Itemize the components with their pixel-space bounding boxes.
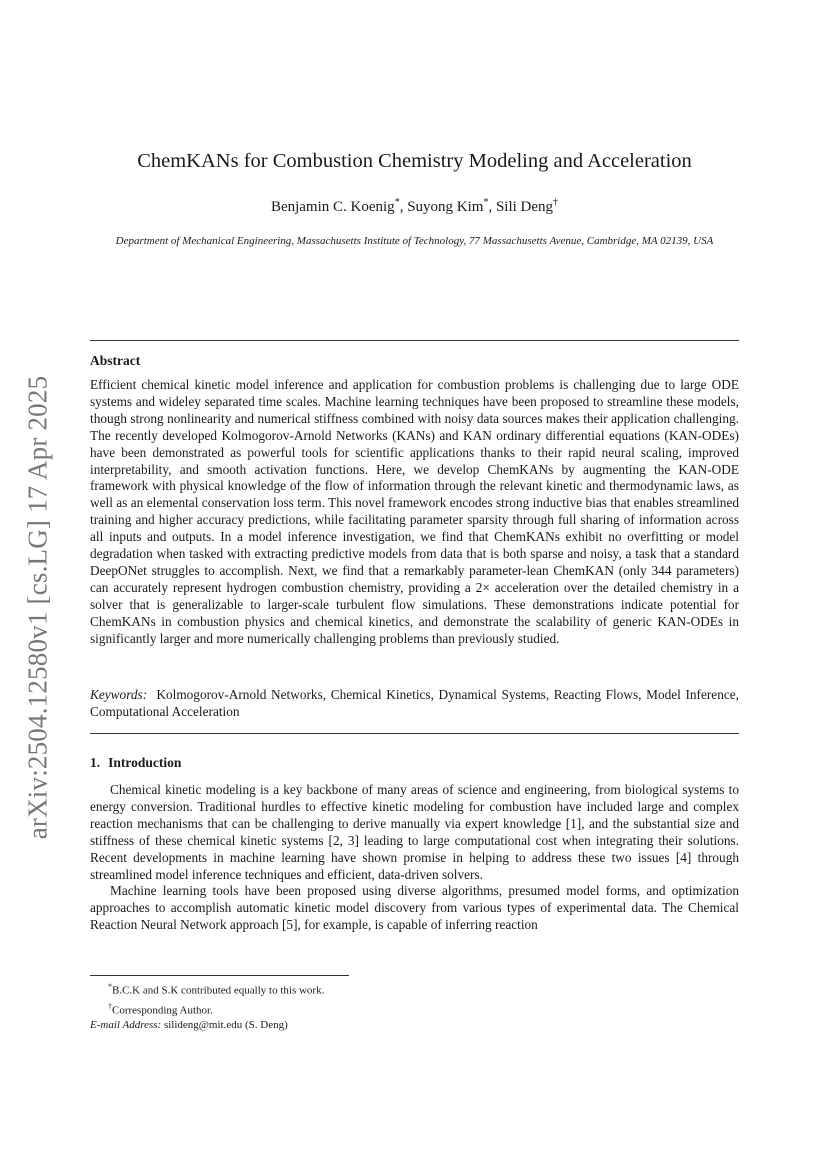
author-affiliation: Department of Mechanical Engineering, Massachusetts Institute of Technology, 77 Massachusetts Avenue, Cambridge, MA 02139, USA bbox=[115, 235, 714, 247]
author-name: Benjamin C. Koenig bbox=[270, 199, 395, 215]
footnote-text: Corresponding Author. bbox=[112, 1004, 213, 1017]
author-mark: * bbox=[483, 197, 489, 208]
section-title: Introduction bbox=[108, 755, 182, 770]
section-number: 1. bbox=[90, 755, 101, 770]
introduction-body bbox=[90, 782, 739, 934]
keywords-label: Keywords: bbox=[90, 687, 148, 702]
arxiv-identifier-text: arXiv:2504.12580v1 [cs.LG] 17 Apr 2025 bbox=[22, 375, 53, 840]
footnote-text: B.C.K and S.K contributed equally to this work. bbox=[112, 984, 325, 997]
keywords-text: Kolmogorov-Arnold Networks, Chemical Kinetics, Dynamical Systems, Reacting Flows, Model Inference, Computational Acceleration bbox=[90, 687, 739, 719]
abstract-bottom-rule bbox=[90, 733, 739, 734]
author-list bbox=[90, 197, 739, 216]
paragraph: Chemical kinetic modeling is a key backbone of many areas of science and engineering, from biological systems to energy conversion. Traditional hurdles to effective kinetic modeling for combustion have included large and complex reaction mechanisms that can be challenging to derive manually via expert knowledge [1], and the substantial size and stiffness of these chemical kinetic systems [2, 3] leading to large computational cost when integrating their solutions. Recent developments in machine learning have shown promise in helping to address these two issues [4] through streamlined model inference techniques and efficient, data-driven solvers. bbox=[90, 782, 739, 882]
footnotes bbox=[90, 979, 739, 1033]
arxiv-identifier-stamp bbox=[20, 365, 56, 850]
abstract-heading: Abstract bbox=[90, 353, 141, 368]
keywords-block bbox=[90, 687, 739, 721]
author-name: Sili Deng bbox=[495, 199, 554, 215]
author-name: Suyong Kim bbox=[407, 199, 484, 215]
author-mark: † bbox=[553, 197, 559, 208]
footnote bbox=[90, 999, 739, 1019]
footnote bbox=[90, 979, 739, 999]
paragraph: Machine learning tools have been proposed using diverse algorithms, presumed model forms, and optimization approaches to accomplish automatic kinetic model discovery from various types of experimental data. The Chemical Reaction Neural Network approach [5], for example, is capable of inferring reaction bbox=[90, 883, 739, 933]
footnote-rule bbox=[90, 975, 349, 976]
paper-title: ChemKANs for Combustion Chemistry Modeling and Acceleration bbox=[137, 150, 692, 172]
footnote-mark: † bbox=[108, 1001, 112, 1011]
email-address: silideng@mit.edu (S. Deng) bbox=[163, 1019, 288, 1032]
email-label: E-mail Address: bbox=[90, 1019, 162, 1032]
footnote-mark: * bbox=[108, 982, 112, 991]
author-mark: * bbox=[394, 197, 400, 208]
section-heading-introduction bbox=[90, 755, 181, 771]
author-separator: , bbox=[488, 199, 496, 215]
author-separator: , bbox=[399, 199, 408, 215]
abstract-text: Efficient chemical kinetic model inference and application for combustion problems is challenging due to large ODE systems and wideley separated time scales. Machine learning techniques have been proposed to streamline these models, though strong nonlinearity and numerical stiffness combined with noisy data sources makes their application challenging. The recently developed Kolmogorov-Arnold Networks (KANs) and KAN ordinary differential equations (KAN-ODEs) have been demonstrated as powerful tools for scientific applications thanks to their rapid neural scaling, improved interpretability, and smooth activation functions. Here, we develop ChemKANs by augmenting the KAN-ODE framework with physical knowledge of the flow of information through the relevant kinetic and thermodynamic laws, as well as an elemental conservation loss term. This novel framework encodes strong inductive bias that enables streamlined training and higher accuracy predictions, while facilitating parameter sparsity through full sharing of information across all inputs and outputs. In a model inference investigation, we find that ChemKANs exhibit no overfitting or model degradation when tasked with extracting predictive models from data that is both sparse and noisy, a task that a standard DeepONet struggles to accomplish. Next, we find that a remarkably parameter-lean ChemKAN (only 344 parameters) can accurately represent hydrogen combustion chemistry, providing a 2× acceleration over the detailed chemistry in a solver that is generalizable to larger-scale turbulent flow simulations. These demonstrations indicate potential for ChemKANs in combustion physics and chemical kinetics, and demonstrate the scalability of generic KAN-ODEs in significantly larger and more numerically challenging problems than previously studied. bbox=[90, 377, 739, 646]
abstract-top-rule bbox=[90, 340, 739, 341]
email-footnote bbox=[90, 1018, 739, 1033]
